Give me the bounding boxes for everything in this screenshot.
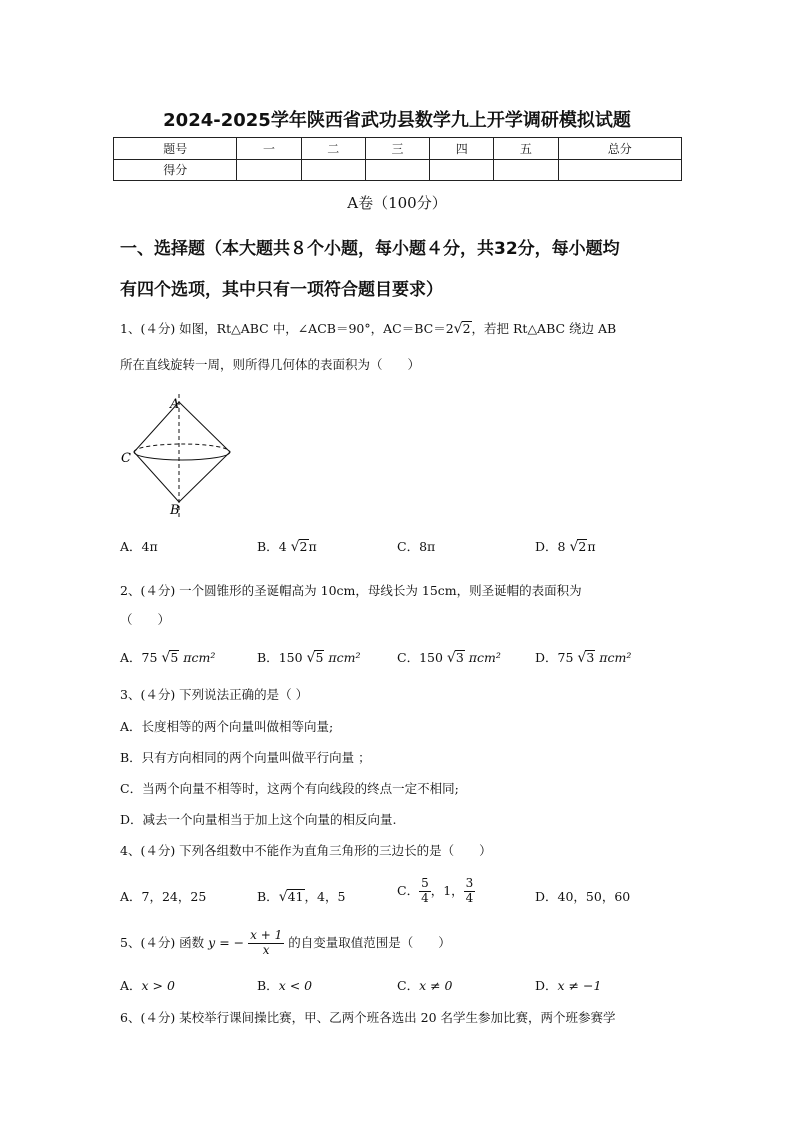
score-input-cell[interactable]: [558, 159, 681, 181]
numerator: 5: [421, 876, 429, 890]
q5-stem-text-b: 的自变量取值范围是（ ）: [288, 934, 451, 950]
q1-option-a[interactable]: [120, 537, 158, 555]
q3-option-a[interactable]: A．长度相等的两个向量叫做相等向量;: [120, 719, 334, 734]
sqrt-sign: √: [290, 539, 300, 555]
q3-option-c[interactable]: C．当两个向量不相等时，这两个有向线段的终点一定不相同;: [120, 781, 459, 796]
q5-stem: [120, 929, 451, 958]
q5-option-a[interactable]: [120, 976, 175, 994]
denominator: 4: [421, 890, 429, 905]
q3-option-b[interactable]: B．只有方向相同的两个向量叫做平行向量 ；: [120, 750, 371, 765]
q4-option-a[interactable]: [120, 887, 206, 905]
score-row-label: 得分: [114, 159, 237, 181]
option-label: A．: [120, 539, 142, 554]
score-header-cell: 二: [301, 138, 365, 160]
option-value: x < 0: [278, 978, 313, 993]
q2-option-d[interactable]: [535, 648, 631, 666]
exam-title: 2024-2025学年陕西省武功县数学九上开学调研模拟试题: [163, 110, 631, 131]
option-value: 4π: [141, 539, 158, 554]
q5-stem-text-a: 5、(４分) 函数: [120, 934, 205, 950]
q1-option-d[interactable]: [535, 537, 596, 555]
score-header-cell: 五: [494, 138, 558, 160]
q5-option-b[interactable]: [257, 976, 312, 994]
score-input-cell[interactable]: [430, 159, 494, 181]
q1-stem-line2: 所在直线旋转一周，则所得几何体的表面积为（ ）: [120, 357, 421, 372]
score-input-cell[interactable]: [237, 159, 301, 181]
figure-ellipse-front: [134, 452, 230, 460]
option-value: x ≠ −1: [557, 978, 602, 993]
option-value: 4: [278, 539, 287, 554]
option-value: 150: [278, 650, 303, 665]
option-value: x > 0: [141, 978, 175, 993]
section-heading-line1: 一、选择题（本大题共８个小题，每小题４分，共32分，每小题均: [120, 239, 620, 259]
q5-function-lhs: y = −: [208, 934, 245, 950]
option-value: ，4，5: [304, 889, 346, 904]
denominator: x: [262, 942, 270, 957]
option-label: A．: [120, 978, 142, 993]
sqrt-sign: √: [161, 650, 171, 666]
fraction: [419, 877, 431, 906]
q1-stem-text-b: ，若把 Rt△ABC 绕边 AB: [471, 321, 617, 336]
radicand: 3: [455, 650, 464, 665]
section-heading-line2: 有四个选项，其中只有一项符合题目要求）: [120, 280, 443, 300]
score-input-cell[interactable]: [301, 159, 365, 181]
q1-radicand: 2: [462, 321, 471, 336]
q3-option-d[interactable]: D．减去一个向量相当于加上这个向量的相反向量.: [120, 812, 397, 827]
option-label: C．: [397, 882, 420, 898]
option-value: x ≠ 0: [419, 978, 453, 993]
option-label: D．: [535, 978, 558, 993]
option-label: D．: [535, 539, 558, 554]
figure-label-a: A: [170, 397, 180, 412]
option-value: π: [587, 539, 596, 554]
option-label: C．: [397, 539, 420, 554]
option-value: 8π: [419, 539, 436, 554]
q4-stem: 4、(４分) 下列各组数中不能作为直角三角形的三边长的是（ ）: [120, 843, 492, 858]
numerator: 3: [465, 876, 474, 890]
sqrt-sign: √: [577, 650, 587, 666]
q2-option-a[interactable]: [120, 648, 215, 666]
q1-stem-line1: [120, 319, 616, 337]
figure-label-b: B: [170, 503, 180, 518]
sqrt-sign: √: [306, 650, 316, 666]
option-value: πcm²: [328, 650, 361, 665]
figure-label-c: C: [121, 451, 131, 466]
score-table-score-row: [114, 159, 682, 181]
option-value: ，1，: [430, 882, 464, 898]
q1-option-c[interactable]: [397, 537, 435, 555]
option-value: πcm²: [468, 650, 501, 665]
radicand: 2: [299, 539, 308, 554]
option-value: 75: [141, 650, 158, 665]
numerator: x + 1: [250, 928, 283, 942]
option-value: πcm²: [183, 650, 216, 665]
score-input-cell[interactable]: [365, 159, 429, 181]
option-value: π: [308, 539, 317, 554]
q3-stem: 3、(４分) 下列说法正确的是（ ）: [120, 687, 309, 702]
option-label: D．: [535, 889, 558, 904]
option-label: A．: [120, 650, 142, 665]
q1-option-b[interactable]: [257, 537, 317, 555]
q2-option-b[interactable]: [257, 648, 360, 666]
score-header-cell: 三: [365, 138, 429, 160]
option-label: D．: [535, 650, 558, 665]
q5-fraction: [248, 929, 284, 958]
q4-option-b[interactable]: [257, 887, 345, 905]
score-table-header-row: [114, 138, 682, 160]
fraction: [464, 877, 476, 906]
score-input-cell[interactable]: [494, 159, 558, 181]
option-value: 40，50，60: [557, 889, 631, 904]
q4-option-d[interactable]: [535, 887, 630, 905]
option-label: C．: [397, 650, 420, 665]
radicand: 5: [315, 650, 324, 665]
radicand: 2: [578, 539, 587, 554]
option-label: B．: [257, 650, 279, 665]
option-label: B．: [257, 889, 279, 904]
q1-figure: [112, 392, 242, 522]
option-value: 7，24，25: [141, 889, 207, 904]
score-table: [113, 137, 682, 181]
option-label: C．: [397, 978, 420, 993]
score-header-cell: 四: [430, 138, 494, 160]
q1-stem-text-a: 1、(４分) 如图，Rt△ABC 中，∠ACB＝90°，AC＝BC＝2: [120, 321, 454, 336]
q5-option-d[interactable]: [535, 976, 601, 994]
sqrt-sign: √: [453, 321, 463, 337]
score-header-cell: 一: [237, 138, 301, 160]
score-header-cell: 题号: [114, 138, 237, 160]
q2-option-c[interactable]: [397, 648, 501, 666]
figure-ellipse-back: [134, 444, 230, 452]
q2-stem-line2: （ ）: [120, 612, 171, 627]
sqrt-sign: √: [446, 650, 456, 666]
sqrt-sign: √: [278, 889, 288, 905]
option-value: 75: [557, 650, 574, 665]
denominator: 4: [465, 890, 474, 905]
score-header-cell: 总分: [558, 138, 681, 160]
radicand: 41: [287, 889, 304, 904]
option-label: B．: [257, 539, 279, 554]
section-title: A卷（100分）: [347, 194, 447, 212]
sqrt-sign: √: [569, 539, 579, 555]
option-label: B．: [257, 978, 279, 993]
q6-stem-line1: 6、(４分) 某校举行课间操比赛，甲、乙两个班各选出 20 名学生参加比赛，两个班参赛学: [120, 1010, 616, 1025]
q2-stem-line1: 2、(４分) 一个圆锥形的圣诞帽高为 10cm，母线长为 15cm，则圣诞帽的表面积为: [120, 583, 582, 598]
q4-option-c[interactable]: [397, 877, 475, 906]
option-value: 150: [419, 650, 443, 665]
radicand: 5: [170, 650, 179, 665]
radicand: 3: [586, 650, 595, 665]
option-label: A．: [120, 889, 142, 904]
option-value: πcm²: [599, 650, 632, 665]
q5-option-c[interactable]: [397, 976, 453, 994]
option-value: 8: [557, 539, 566, 554]
